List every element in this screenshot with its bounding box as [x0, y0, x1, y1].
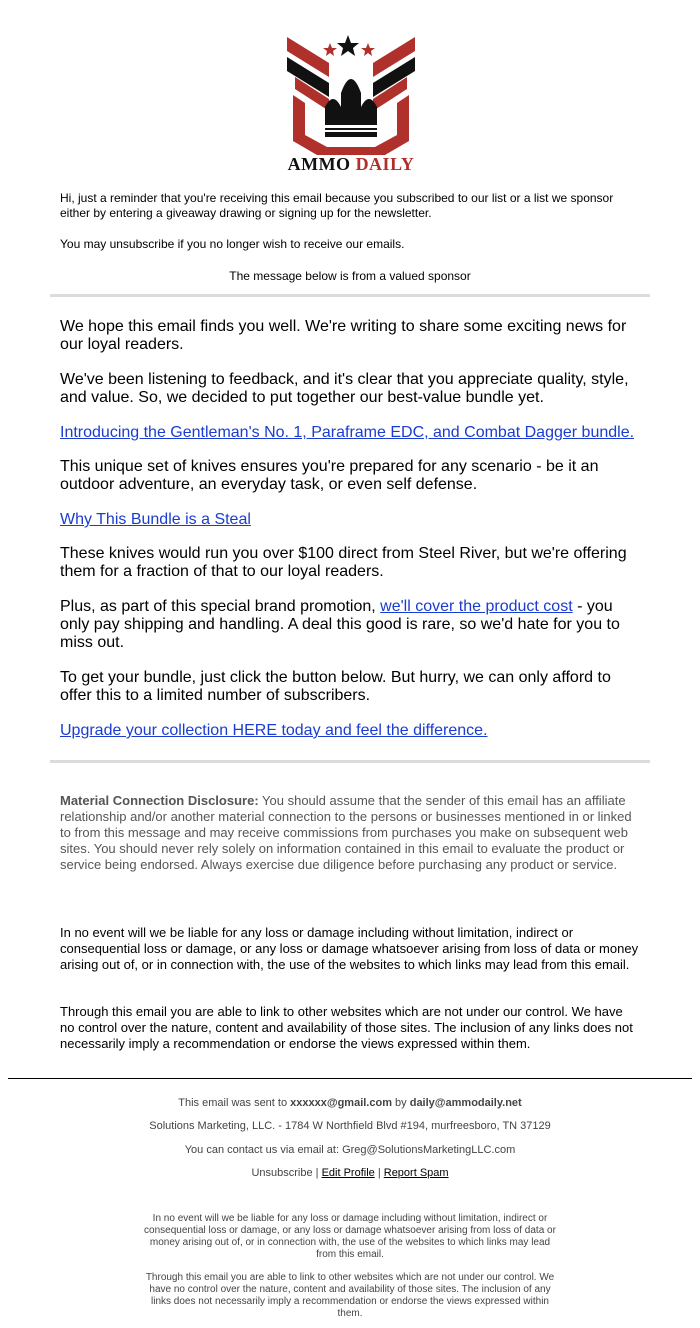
sponsor-note: The message below is from a valued sponsor [229, 269, 471, 283]
footer-liability: In no event will we be liable for any loss or damage including without limitation, indirect or consequential loss or damage, or any loss or damage whatsoever arising from loss of data or money arising out of, or in connection with, the use of the websites to which links may lead from this email. [144, 1213, 556, 1260]
external-links-statement: Through this email you are able to link to other websites which are not under our control. We have no control over the nature, content and availability of those sites. The inclusion of any links does not necessarily imply a recommendation or endorse the views expressed within them. [60, 1004, 633, 1051]
footer-divider [8, 1078, 692, 1079]
unsubscribe-text: Unsubscribe [251, 1167, 313, 1179]
edit-profile-link[interactable]: Edit Profile [321, 1167, 375, 1179]
unsubscribe-note: You may unsubscribe if you no longer wish to receive our emails. [60, 237, 405, 251]
divider [50, 760, 650, 763]
star-icon [361, 43, 375, 56]
logo-wordmark: AMMO DAILY [287, 154, 415, 174]
divider [50, 294, 650, 297]
footer-links: Unsubscribe | Edit Profile | Report Spam [251, 1167, 449, 1179]
product-cost-link[interactable]: we'll cover the product cost [380, 598, 573, 615]
message-paragraph: We've been listening to feedback, and it's clear that you appreciate quality, style, and value. So, we decided to put together our best-value bundle yet. [60, 371, 629, 406]
star-icon [337, 35, 359, 56]
subscription-reminder: Hi, just a reminder that you're receiving this email because you subscribed to our list or a list we sponsor either by entering a giveaway drawing or signing up for the newsletter. [60, 191, 614, 220]
message-paragraph: These knives would run you over $100 direct from Steel River, but we're offering them for a fraction of that to our loyal readers. [60, 545, 627, 580]
report-spam-link[interactable]: Report Spam [383, 1167, 449, 1179]
message-paragraph: Plus, as part of this special brand promotion, we'll cover the product cost - you only pay shipping and handling. A deal this good is rare, so we'd hate for you to miss out. [60, 598, 620, 651]
why-bundle-link[interactable]: Why This Bundle is a Steal [60, 511, 251, 528]
company-address: Solutions Marketing, LLC. - 1784 W Northfield Blvd #194, murfreesboro, TN 37129 [149, 1120, 551, 1132]
bundle-intro-link[interactable]: Introducing the Gentleman's No. 1, Paraframe EDC, and Combat Dagger bundle. [60, 424, 635, 441]
material-disclosure: Material Connection Disclosure: You should assume that the sender of this email has an affiliate relationship and/or another material connection to the persons or businesses mentioned in or linked to from this message and may receive commissions from purchases you make on subsequent web sites. You should never rely solely on information contained in this email to evaluate the product or service being endorsed. Always exercise due diligence before purchasing any product or service. [60, 793, 632, 872]
footer-links-statement: Through this email you are able to link to other websites which are not under our control. We have no control over the nature, content and availability of those sites. The inclusion of any links does not necessarily imply a recommendation or endorse the views expressed within them. [145, 1272, 555, 1319]
star-icon [323, 43, 337, 56]
message-paragraph: We hope this email finds you well. We're writing to share some exciting news for our loyal readers. [60, 318, 627, 353]
upgrade-collection-link[interactable]: Upgrade your collection HERE today and feel the difference. [60, 722, 488, 739]
ammo-daily-logo [285, 33, 417, 173]
liability-statement: In no event will we be liable for any loss or damage including without limitation, indirect or consequential loss or damage, or any loss or damage whatsoever arising from loss of data or money arising out of, or in connection with, the use of the websites to which links may lead from this email. [60, 925, 639, 972]
contact-line: You can contact us via email at: Greg@SolutionsMarketingLLC.com [184, 1144, 516, 1156]
message-paragraph: This unique set of knives ensures you're prepared for any scenario - be it an outdoor adventure, an everyday task, or even self defense. [60, 458, 599, 493]
message-paragraph: To get your bundle, just click the button below. But hurry, we can only afford to offer this to a limited number of subscribers. [60, 669, 611, 704]
sent-to-line: This email was sent to xxxxxx@gmail.com by daily@ammodaily.net [178, 1097, 522, 1109]
